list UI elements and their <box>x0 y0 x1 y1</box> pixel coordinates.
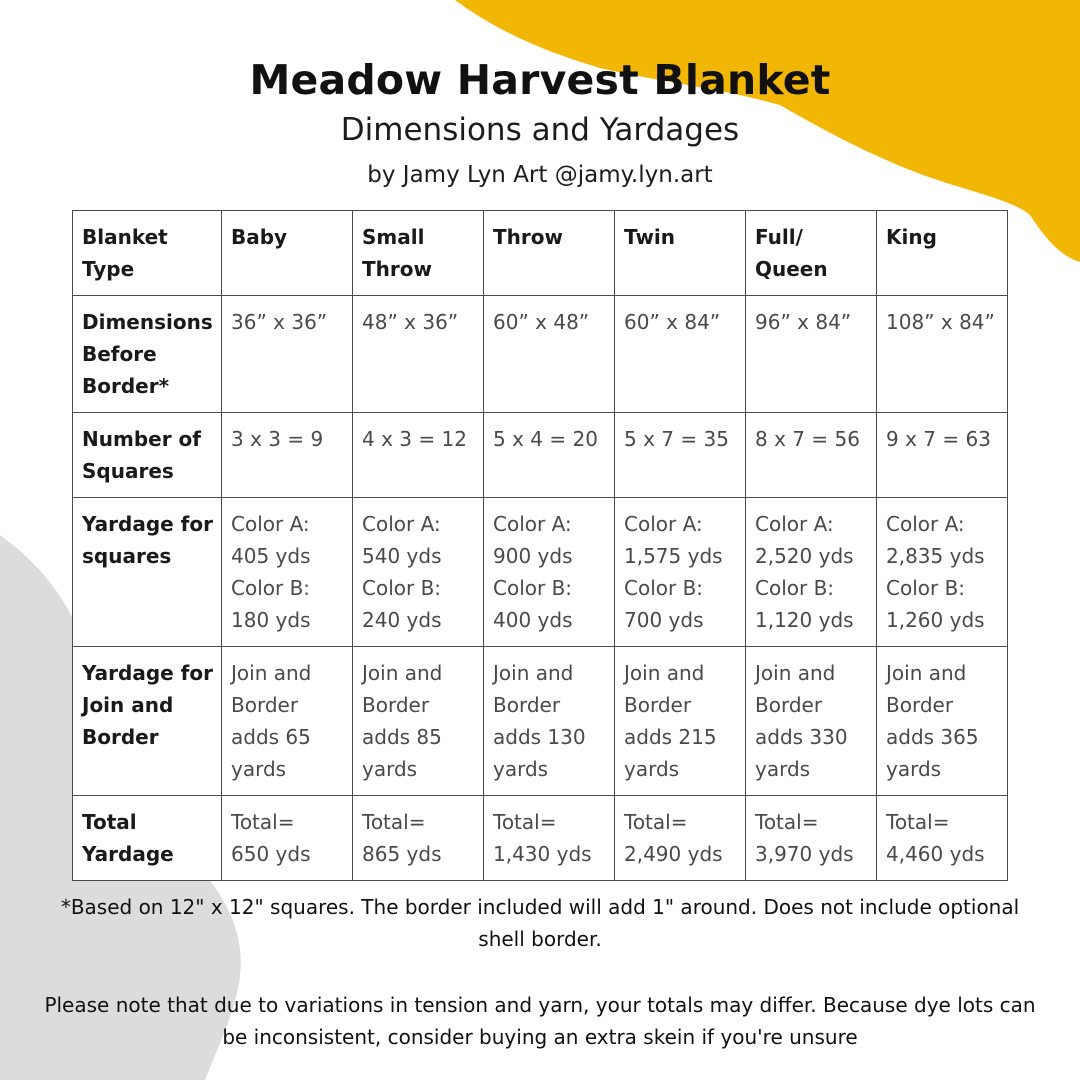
table-header-cell: Baby <box>222 211 353 296</box>
table-cell: Join and Border adds 365 yards <box>877 647 1008 796</box>
table-cell: 96” x 84” <box>746 296 877 413</box>
table-cell: Total= 3,970 yds <box>746 796 877 881</box>
table-cell: 36” x 36” <box>222 296 353 413</box>
table-cell: 9 x 7 = 63 <box>877 413 1008 498</box>
table-row <box>73 796 1008 881</box>
table-cell: Color A: 2,835 yds Color B: 1,260 yds <box>877 498 1008 647</box>
table-cell: Join and Border adds 330 yards <box>746 647 877 796</box>
table-cell: 60” x 84” <box>615 296 746 413</box>
table-cell: 8 x 7 = 56 <box>746 413 877 498</box>
table-row <box>73 647 1008 796</box>
table-cell: Color A: 1,575 yds Color B: 700 yds <box>615 498 746 647</box>
row-header: Total Yardage <box>73 796 222 881</box>
table-cell: Total= 865 yds <box>353 796 484 881</box>
table-cell: 60” x 48” <box>484 296 615 413</box>
table-row <box>73 498 1008 647</box>
row-header: Yardage for Join and Border <box>73 647 222 796</box>
table-cell: 48” x 36” <box>353 296 484 413</box>
table-cell: Color A: 405 yds Color B: 180 yds <box>222 498 353 647</box>
table-cell: Total= 2,490 yds <box>615 796 746 881</box>
row-header: Dimensions Before Border* <box>73 296 222 413</box>
table-cell: 4 x 3 = 12 <box>353 413 484 498</box>
page-title: Meadow Harvest Blanket <box>249 56 831 104</box>
table-header-cell: Twin <box>615 211 746 296</box>
table-header-cell: Small Throw <box>353 211 484 296</box>
table-cell: 3 x 3 = 9 <box>222 413 353 498</box>
table-header-cell: Full/ Queen <box>746 211 877 296</box>
table-cell: Total= 1,430 yds <box>484 796 615 881</box>
table-cell: Color A: 540 yds Color B: 240 yds <box>353 498 484 647</box>
table-cell: Total= 650 yds <box>222 796 353 881</box>
row-header: Yardage for squares <box>73 498 222 647</box>
table-cell: 5 x 7 = 35 <box>615 413 746 498</box>
table-cell: Join and Border adds 85 yards <box>353 647 484 796</box>
table-cell: Join and Border adds 215 yards <box>615 647 746 796</box>
author-byline: by Jamy Lyn Art @jamy.lyn.art <box>367 162 713 188</box>
dimensions-table <box>72 210 1008 881</box>
table-cell: Total= 4,460 yds <box>877 796 1008 881</box>
table-row <box>73 296 1008 413</box>
table-cell: 108” x 84” <box>877 296 1008 413</box>
table-header-cell: King <box>877 211 1008 296</box>
table-header-cell: Blanket Type <box>73 211 222 296</box>
table-row <box>73 413 1008 498</box>
table-cell: Join and Border adds 65 yards <box>222 647 353 796</box>
table-cell: Color A: 900 yds Color B: 400 yds <box>484 498 615 647</box>
page-subtitle: Dimensions and Yardages <box>340 112 740 148</box>
border-footnote: *Based on 12" x 12" squares. The border included will add 1" around. Does not include optional shell border. <box>60 895 1020 951</box>
table-header-row <box>73 211 1008 296</box>
row-header: Number of Squares <box>73 413 222 498</box>
table-cell: 5 x 4 = 20 <box>484 413 615 498</box>
table-cell: Color A: 2,520 yds Color B: 1,120 yds <box>746 498 877 647</box>
table-header-cell: Throw <box>484 211 615 296</box>
variation-note: Please note that due to variations in tension and yarn, your totals may differ. Because dye lots can be inconsistent, consider buying an extra skein if you're unsure <box>44 993 1036 1049</box>
table-cell: Join and Border adds 130 yards <box>484 647 615 796</box>
